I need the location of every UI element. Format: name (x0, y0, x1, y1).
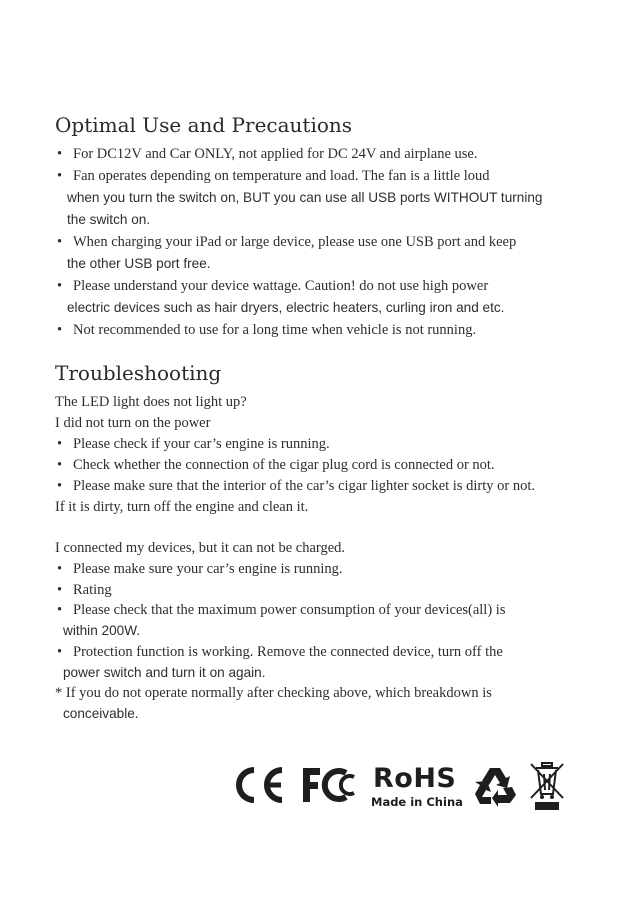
list-item-text: Please make sure that the interior of the car’s cigar lighter socket is dirty or not. (73, 478, 535, 494)
bullet: • (57, 582, 63, 598)
list-item-text: Please make sure your car’s engine is running. (73, 561, 343, 577)
rohs-mark: RoHS (373, 763, 457, 794)
list-item (57, 435, 330, 453)
ce-mark-icon (230, 765, 286, 805)
list-item-text: Protection function is working. Remove the connected device, turn off the (73, 644, 503, 660)
list-item (57, 145, 478, 163)
bullet: • (57, 561, 63, 577)
list-item-text: Not recommended to use for a long time when vehicle is not running. (73, 322, 477, 338)
bullet: • (57, 234, 63, 250)
list-item-text: Please understand your device wattage. Caution! do not use high power (73, 278, 489, 294)
bullet: • (57, 322, 63, 338)
recycle-icon (472, 764, 518, 808)
list-item-continuation: electric devices such as hair dryers, electric heaters, curling iron and etc. (67, 300, 505, 315)
list-item (57, 167, 489, 185)
list-item (57, 560, 343, 578)
bullet: • (57, 168, 63, 184)
list-item (57, 321, 476, 339)
note-text: * If you do not operate normally after checking above, which breakdown is (55, 685, 492, 701)
bullet: • (57, 644, 63, 660)
made-in-label: Made in China (371, 795, 463, 809)
paragraph-text: I did not turn on the power (55, 415, 211, 431)
bullet: • (57, 436, 63, 452)
section-heading-troubleshooting: Troubleshooting (55, 361, 222, 385)
question-text: I connected my devices, but it can not be charged. (55, 540, 346, 556)
bullet: • (57, 278, 63, 294)
weee-crossed-bin-icon (527, 760, 567, 812)
list-item-continuation: when you turn the switch on, BUT you can use all USB ports WITHOUT turning (67, 190, 543, 205)
bullet: • (57, 146, 63, 162)
list-item (57, 233, 516, 251)
fcc-mark-icon (300, 765, 358, 805)
bullet: • (57, 478, 63, 494)
bullet: • (57, 457, 63, 473)
bullet: • (57, 602, 63, 618)
note-continuation: conceivable. (63, 706, 139, 721)
list-item (57, 477, 535, 495)
list-item-continuation: the other USB port free. (67, 256, 211, 271)
list-item-text: Please check that the maximum power consumption of your devices(all) is (73, 602, 506, 618)
list-item (57, 581, 112, 599)
list-item (57, 456, 495, 474)
list-item-continuation: power switch and turn it on again. (63, 665, 266, 680)
question-text: The LED light does not light up? (55, 394, 247, 410)
section-heading-optimal-use: Optimal Use and Precautions (55, 113, 353, 137)
list-item-text: Fan operates depending on temperature and load. The fan is a little loud (73, 168, 490, 184)
list-item-text: For DC12V and Car ONLY, not applied for DC 24V and airplane use. (73, 146, 478, 162)
list-item-continuation: within 200W. (63, 623, 141, 638)
list-item (57, 643, 503, 661)
list-item-text: Please check if your car’s engine is running. (73, 436, 330, 452)
list-item (57, 277, 488, 295)
list-item (57, 601, 505, 619)
list-item-continuation: the switch on. (67, 212, 151, 227)
paragraph-text: If it is dirty, turn off the engine and clean it. (55, 499, 309, 515)
list-item-text: Rating (73, 582, 112, 598)
list-item-text: Check whether the connection of the cigar plug cord is connected or not. (73, 457, 495, 473)
list-item-text: When charging your iPad or large device, please use one USB port and keep (73, 234, 517, 250)
